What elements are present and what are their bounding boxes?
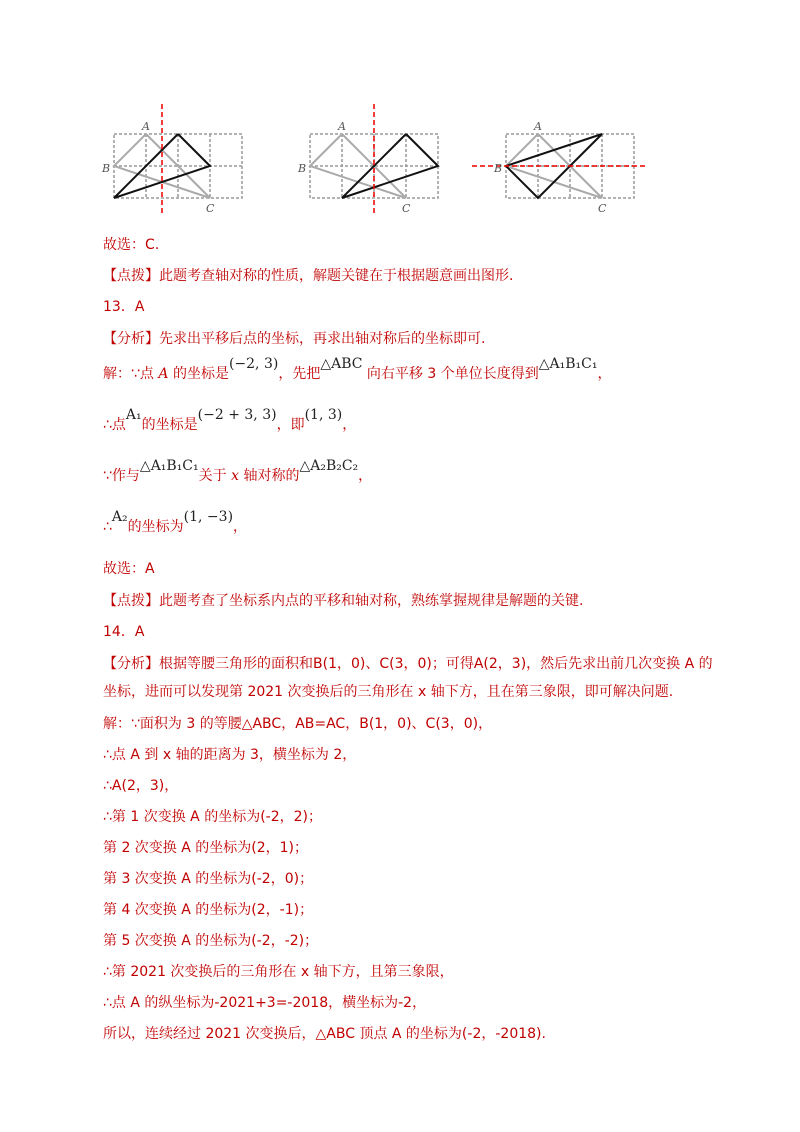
label-B: B (298, 162, 307, 175)
analysis-text: 根据等腰三角形的面积和B(1，0)、C(3，0)；可得A(2，3)，然后先求出前几次变换 A 的坐标，进而可以发现第 2021 次变换后的三角形在 x 轴下方，且在第三象限，即可解决问题. (103, 656, 713, 700)
text: ， (233, 519, 248, 535)
q13-solution-line-3 (103, 458, 373, 486)
q13-solution-line-2 (103, 407, 357, 435)
figure-3 (470, 100, 650, 220)
label-A: A (338, 120, 346, 133)
q13-solution-line-1 (103, 356, 612, 384)
tip-text: 此题考查了坐标系内点的平移和轴对称，熟练掌握规律是解题的关键. (159, 593, 584, 609)
figure-1 (96, 100, 256, 220)
q14-solution-line-6: 第 3 次变换 A 的坐标为(-2，0)； (103, 871, 314, 887)
q12-tip (103, 266, 513, 286)
q14-solution-line-9: ∴第 2021 次变换后的三角形在 x 轴下方，且第三象限， (103, 964, 454, 980)
q13-number: 13．A (103, 299, 145, 315)
math-coord: (−2, 3) (228, 356, 279, 372)
text: 的坐标为 (127, 519, 184, 535)
text: ∵作与 (103, 468, 140, 484)
analysis-label: 【分析】 (103, 331, 159, 347)
q14-solution-line-3: ∴A(2，3)， (103, 778, 179, 794)
label-C: C (598, 202, 607, 215)
label-A: A (142, 120, 150, 133)
text: 轴对称的 (243, 468, 300, 484)
q14-analysis (103, 650, 713, 706)
text: ∴点 (103, 417, 126, 433)
math-triangle-1: △A₁B₁C₁ (538, 356, 598, 372)
label-B: B (102, 162, 111, 175)
text: 的坐标是 (172, 366, 229, 382)
q14-solution-line-8: 第 5 次变换 A 的坐标为(-2，-2)； (103, 933, 319, 949)
q13-answer: 故选：A (103, 561, 155, 577)
q14-solution-line-5: 第 2 次变换 A 的坐标为(2，1)； (103, 840, 309, 856)
math-coord-2: (1, 3) (304, 407, 343, 423)
q13-tip (103, 591, 583, 611)
q14-solution-line-2: ∴点 A 到 x 轴的距离为 3，横坐标为 2， (103, 747, 357, 763)
figures-row (96, 100, 696, 220)
math-A1: A₁ (125, 407, 142, 423)
var-x: x (231, 468, 239, 484)
math-triangle-1: △A₁B₁C₁ (139, 458, 199, 474)
text: ∴ (103, 519, 112, 535)
q13-solution-line-4 (103, 509, 248, 537)
text: 的坐标是 (141, 417, 198, 433)
math-coord: (1, −3) (183, 509, 234, 525)
text: 解：∵点 (103, 366, 154, 382)
q14-solution-line-1: 解：∵面积为 3 的等腰△ABC，AB=AC，B(1，0)、C(3，0)， (103, 716, 493, 732)
math-coord: (−2 + 3, 3) (197, 407, 277, 423)
text: ， (358, 468, 373, 484)
q14-solution-line-11: 所以，连续经过 2021 次变换后，△ABC 顶点 A 的坐标为(-2，-2018). (103, 1026, 546, 1042)
math-triangle-2: △A₂B₂C₂ (299, 458, 359, 474)
text: ， (342, 417, 357, 433)
text: 关于 (198, 468, 227, 484)
label-C: C (402, 202, 411, 215)
q13-analysis (103, 329, 485, 349)
figure-2 (292, 100, 452, 220)
q12-answer: 故选：C. (103, 237, 160, 253)
text: ， (597, 366, 612, 382)
q14-solution-line-4: ∴第 1 次变换 A 的坐标为(-2，2)； (103, 809, 322, 825)
text: ，先把 (278, 366, 321, 382)
math-A2: A₂ (111, 509, 128, 525)
label-C: C (206, 202, 215, 215)
math-triangle: △ABC (320, 356, 363, 372)
tip-label: 【点拨】 (103, 593, 159, 609)
text: 向右平移 3 个单位长度得到 (366, 366, 539, 382)
q14-number: 14．A (103, 624, 145, 640)
var-A: A (158, 366, 169, 382)
q14-solution-line-7: 第 4 次变换 A 的坐标为(2，-1)； (103, 902, 314, 918)
label-B: B (494, 162, 503, 175)
tip-label: 【点拨】 (103, 268, 159, 284)
q14-solution-line-10: ∴点 A 的纵坐标为-2021+3=-2018，横坐标为-2， (103, 995, 427, 1011)
analysis-text: 先求出平移后点的坐标，再求出轴对称后的坐标即可. (159, 331, 486, 347)
label-A: A (534, 120, 542, 133)
analysis-label: 【分析】 (103, 656, 159, 672)
text: ，即 (276, 417, 305, 433)
tip-text: 此题考查轴对称的性质，解题关键在于根据题意画出图形. (159, 268, 514, 284)
